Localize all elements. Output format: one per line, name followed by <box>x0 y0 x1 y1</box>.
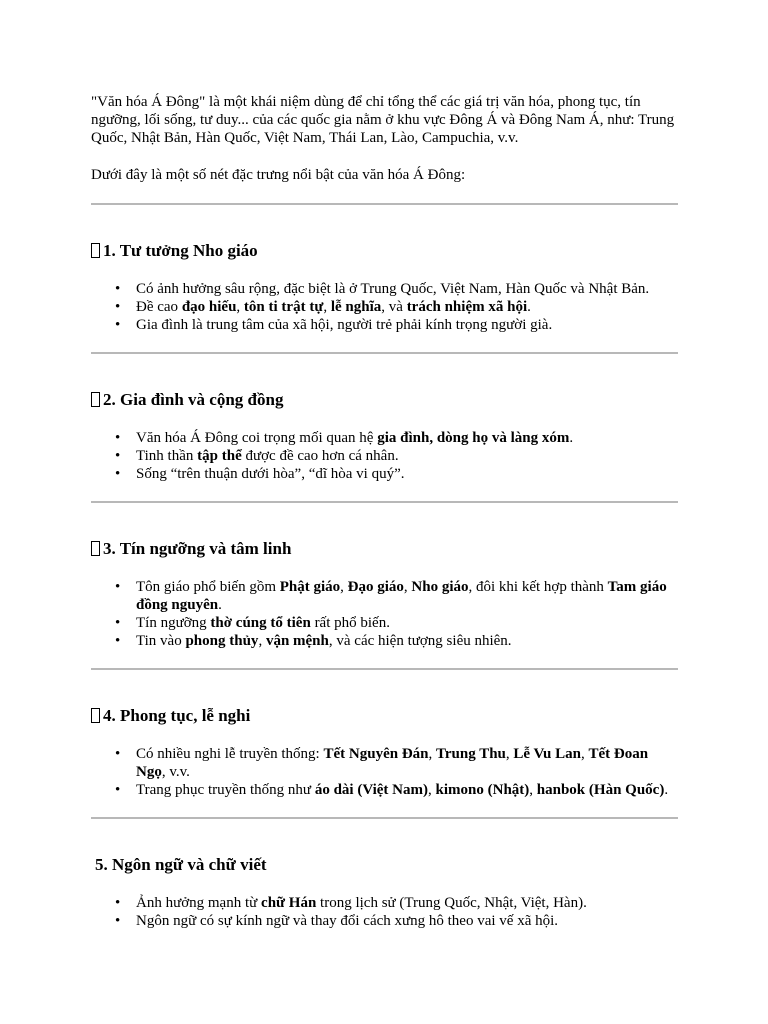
list-item: • Tinh thần tập thể được đề cao hơn cá nhân. <box>136 447 681 465</box>
section-heading <box>91 855 681 875</box>
missing-glyph-icon <box>91 243 100 258</box>
document-content <box>91 93 681 948</box>
section-beliefs-spirituality <box>91 503 681 650</box>
bullet-list <box>91 745 681 799</box>
list-item: • Ảnh hưởng mạnh từ chữ Hán trong lịch sử (Trung Quốc, Nhật, Việt, Hàn). <box>136 894 681 912</box>
list-item: • Tin vào phong thủy, vận mệnh, và các hiện tượng siêu nhiên. <box>136 632 681 650</box>
section-title: 3. Tín ngưỡng và tâm linh <box>103 539 292 558</box>
section-title: 2. Gia đình và cộng đồng <box>103 390 284 409</box>
section-title: 4. Phong tục, lễ nghi <box>103 706 251 725</box>
section-heading <box>91 706 681 726</box>
section-heading <box>91 390 681 410</box>
list-item: • Trang phục truyền thống như áo dài (Việt Nam), kimono (Nhật), hanbok (Hàn Quốc). <box>136 781 681 799</box>
section-language-writing <box>91 819 681 930</box>
missing-glyph-icon <box>91 541 100 556</box>
section-title: 1. Tư tưởng Nho giáo <box>103 241 258 260</box>
lead-paragraph: Dưới đây là một số nét đặc trưng nổi bật của văn hóa Á Đông: <box>91 167 466 183</box>
bullet-list <box>91 894 681 930</box>
section-heading <box>91 241 681 261</box>
list-item: • Tôn giáo phổ biến gồm Phật giáo, Đạo giáo, Nho giáo, đôi khi kết hợp thành Tam giáo đồng nguyên. <box>136 578 681 614</box>
intro-paragraph: "Văn hóa Á Đông" là một khái niệm dùng để chỉ tổng thể các giá trị văn hóa, phong tục, tín ngưỡng, lối sống, tư duy... của các quốc gia nằm ở khu vực Đông Á và Đông Nam Á, như: Trung Quốc, Nhật Bản, Hàn Quốc, Việt Nam, Thái Lan, Lào, Campuchia, v.v. <box>91 94 675 146</box>
list-item: • Sống “trên thuận dưới hòa”, “dĩ hòa vi quý”. <box>136 465 681 483</box>
bullet-list <box>91 429 681 483</box>
list-item: • Ngôn ngữ có sự kính ngữ và thay đổi cách xưng hô theo vai vế xã hội. <box>136 912 681 930</box>
list-item: • Có nhiều nghi lễ truyền thống: Tết Nguyên Đán, Trung Thu, Lễ Vu Lan, Tết Đoan Ngọ, v.v. <box>136 745 681 781</box>
section-family-community <box>91 354 681 483</box>
list-item: • Tín ngưỡng thờ cúng tổ tiên rất phổ biến. <box>136 614 681 632</box>
missing-glyph-icon <box>91 392 100 407</box>
list-item: • Gia đình là trung tâm của xã hội, người trẻ phải kính trọng người già. <box>136 316 681 334</box>
section-customs-rituals <box>91 670 681 799</box>
bullet-list <box>91 578 681 650</box>
list-item: • Văn hóa Á Đông coi trọng mối quan hệ gia đình, dòng họ và làng xóm. <box>136 429 681 447</box>
section-confucianism <box>91 205 681 334</box>
list-item: • Có ảnh hưởng sâu rộng, đặc biệt là ở Trung Quốc, Việt Nam, Hàn Quốc và Nhật Bản. <box>136 280 681 298</box>
bullet-list <box>91 280 681 334</box>
section-title: 5. Ngôn ngữ và chữ viết <box>95 855 267 874</box>
section-heading <box>91 539 681 559</box>
list-item: • Đề cao đạo hiếu, tôn ti trật tự, lễ nghĩa, và trách nhiệm xã hội. <box>136 298 681 316</box>
missing-glyph-icon <box>91 708 100 723</box>
